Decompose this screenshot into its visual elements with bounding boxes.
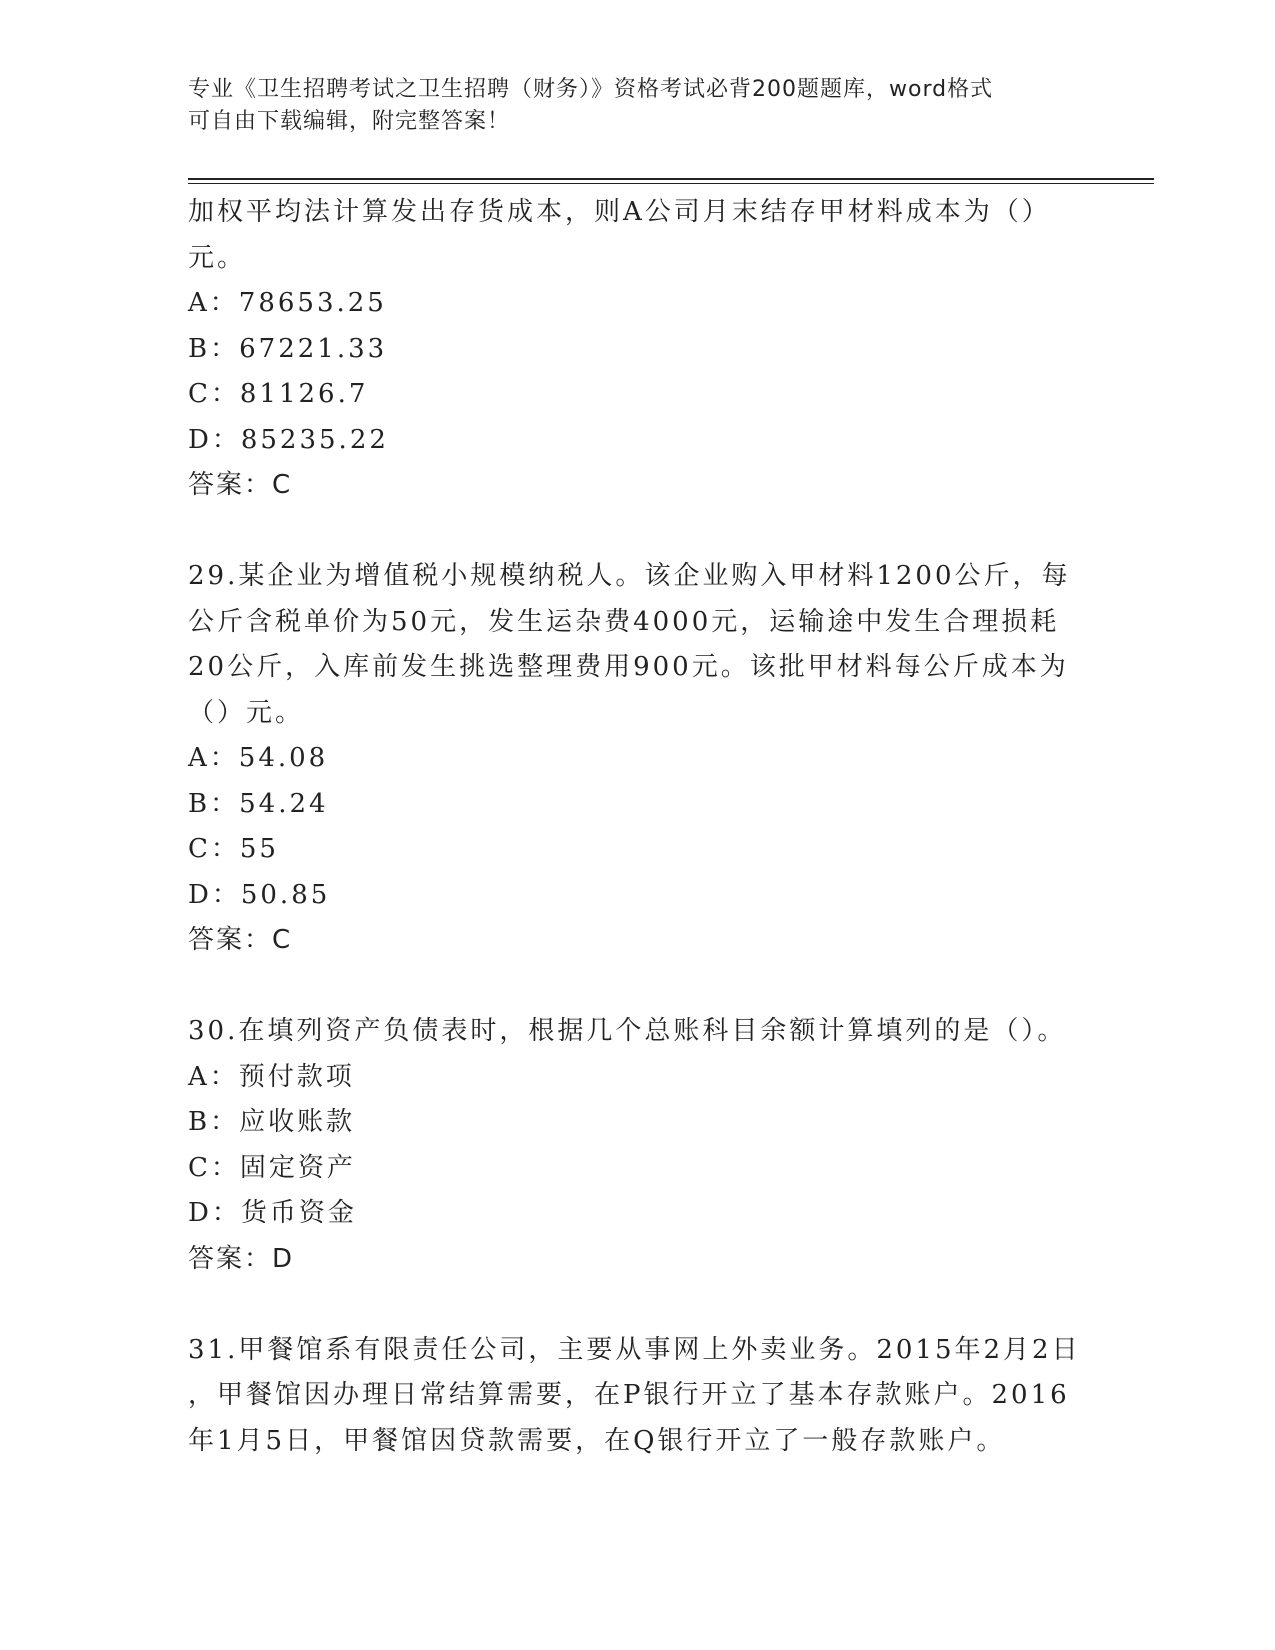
- question-text: 30.在填列资产负债表时，根据几个总账科目余额计算填列的是（）。: [188, 1016, 1067, 1046]
- question-31: [188, 1328, 1088, 1465]
- question-text: 31.甲餐馆系有限责任公司，主要从事网上外卖业务。2015年2月2日: [188, 1334, 1081, 1365]
- question-28: [188, 190, 1088, 509]
- document-body: [188, 190, 1088, 1464]
- option-b: B：应收账款: [188, 1107, 356, 1137]
- page-header: [188, 74, 1068, 138]
- option-c: C：55: [188, 834, 279, 864]
- question-text: ，甲餐馆因办理日常结算需要，在P银行开立了基本存款账户。2016: [188, 1380, 1070, 1410]
- answer-label: 答案：C: [188, 470, 293, 500]
- option-b: B：67221.33: [188, 333, 388, 364]
- option-d: D：50.85: [188, 879, 331, 910]
- header-rule-thick: [188, 178, 1154, 180]
- option-c: C：固定资产: [188, 1152, 356, 1183]
- option-a: A：预付款项: [188, 1061, 355, 1092]
- header-rule-thin: [188, 183, 1154, 184]
- question-text: 年1月5日，甲餐馆因贷款需要，在Q银行开立了一般存款账户。: [188, 1425, 1006, 1456]
- header-title-line-2: 可自由下载编辑，附完整答案！: [188, 109, 511, 134]
- header-title-line-1: 专业《卫生招聘考试之卫生招聘（财务）》资格考试必背200题题库，word格式: [188, 77, 994, 102]
- option-d: D：货币资金: [188, 1198, 357, 1228]
- question-text: 元。: [188, 242, 247, 273]
- option-a: A：78653.25: [188, 288, 387, 318]
- spacer: [188, 1282, 1088, 1328]
- option-d: D：85235.22: [188, 424, 389, 455]
- question-text: 29.某企业为增值税小规模纳税人。该企业购入甲材料1200公斤，每: [188, 561, 1071, 591]
- spacer: [188, 509, 1088, 555]
- option-a: A：54.08: [188, 743, 329, 773]
- question-text: 加权平均法计算发出存货成本，则A公司月末结存甲材料成本为（）: [188, 197, 1051, 227]
- question-text: 公斤含税单价为50元，发生运杂费4000元，运输途中发生合理损耗: [188, 606, 1060, 637]
- question-text: 20公斤，入库前发生挑选整理费用900元。该批甲材料每公斤成本为: [188, 652, 1069, 682]
- spacer: [188, 964, 1088, 1010]
- answer-label: 答案：C: [188, 925, 293, 955]
- question-text: （）元。: [188, 697, 305, 728]
- question-30: [188, 1009, 1088, 1282]
- option-c: C：81126.7: [188, 379, 369, 409]
- answer-label: 答案：D: [188, 1243, 295, 1274]
- option-b: B：54.24: [188, 788, 329, 819]
- question-29: [188, 554, 1088, 964]
